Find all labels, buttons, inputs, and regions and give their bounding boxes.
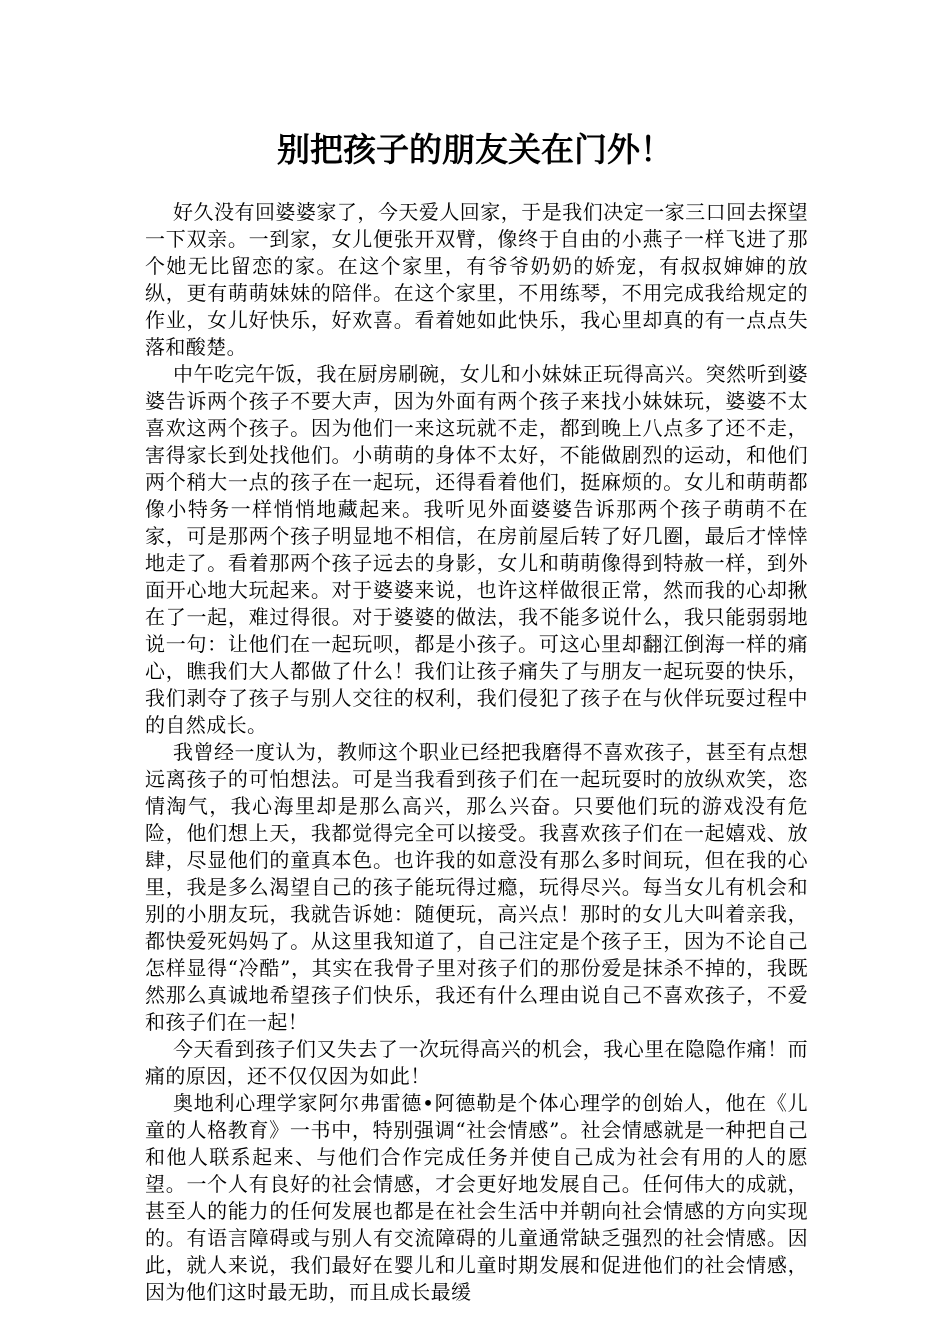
paragraph-1: 好久没有回婆婆家了，今天爱人回家，于是我们决定一家三口回去探望一下双亲。一到家，女儿便张开双臂，像终于自由的小燕子一样飞进了那个她无比留恋的家。在这个家里，有爷爷奶奶的娇宠，有叔叔婶婶的放纵，更有萌萌妹妹的陪伴。在这个家里，不用练琴，不用完成我给规定的作业，女儿好快乐，好欢喜。看着她如此快乐，我心里却真的有一点点失落和酸楚。: [145, 200, 808, 359]
paragraph-2: 中午吃完午饭，我在厨房刷碗，女儿和小妹妹正玩得高兴。突然听到婆婆告诉两个孩子不要大声，因为外面有两个孩子来找小妹妹玩，婆婆不太喜欢这两个孩子。因为他们一来这玩就不走，都到晚上八点多了还不走，害得家长到处找他们。小萌萌的身体不太好，不能做剧烈的运动，和他们两个稍大一点的孩子在一起玩，还得看着他们，挺麻烦的。女儿和萌萌都像小特务一样悄悄地藏起来。我听见外面婆婆告诉那两个孩子萌萌不在家，可是那两个孩子明显地不相信，在房前屋后转了好几圈，最后才悻悻地走了。看着那两个孩子远去的身影，女儿和萌萌像得到特赦一样，到外面开心地大玩起来。对于婆婆来说，也许这样做很正常，然而我的心却揪在了一起，难过得很。对于婆婆的做法，我不能多说什么，我只能弱弱地说一句：让他们在一起玩呗，都是小孩子。可这心里却翻江倒海一样的痛心，瞧我们大人都做了什么！我们让孩子痛失了与朋友一起玩耍的快乐，我们剥夺了孩子与别人交往的权利，我们侵犯了孩子在与伙伴玩耍过程中的自然成长。: [145, 362, 808, 737]
paragraph-3: 我曾经一度认为，教师这个职业已经把我磨得不喜欢孩子，甚至有点想远离孩子的可怕想法。可是当我看到孩子们在一起玩耍时的放纵欢笑，恣情淘气，我心海里却是那么高兴，那么兴奋。只要他们玩的游戏没有危险，他们想上天，我都觉得完全可以接受。我喜欢孩子们在一起嬉戏、放肆，尽显他们的童真本色。也许我的如意没有那么多时间玩，但在我的心里，我是多么渴望自己的孩子能玩得过瘾，玩得尽兴。每当女儿有机会和别的小朋友玩，我就告诉她：随便玩，高兴点！那时的女儿大叫着亲我，都快爱死妈妈了。从这里我知道了，自己注定是个孩子王，因为不论自己怎样显得“冷酷”，其实在我骨子里对孩子们的那份爱是抹杀不掉的，我既然那么真诚地希望孩子们快乐，我还有什么理由说自己不喜欢孩子，不爱和孩子们在一起！: [145, 740, 808, 1034]
paragraph-5: 奥地利心理学家阿尔弗雷德•阿德勒是个体心理学的创始人，他在《儿童的人格教育》一书中，特别强调“社会情感”。社会情感就是一种把自己和他人联系起来、与他们合作完成任务并使自己成为社会有用的人的愿望。一个人有良好的社会情感，才会更好地发展自己。任何伟大的成就，甚至人的能力的任何发展也都是在社会生活中并朝向社会情感的方向实现的。有语言障碍或与别人有交流障碍的儿童通常缺乏强烈的社会情感。因此，就人来说，我们最好在婴儿和儿童时期发展和促进他们的社会情感，因为他们这时最无助，而且成长最缓: [145, 1091, 808, 1304]
document-title: 别把孩子的朋友关在门外！: [277, 130, 673, 169]
document-body: [145, 199, 808, 1306]
paragraph-4: 今天看到孩子们又失去了一次玩得高兴的机会，我心里在隐隐作痛！而痛的原因，还不仅仅因为如此！: [145, 1037, 808, 1088]
